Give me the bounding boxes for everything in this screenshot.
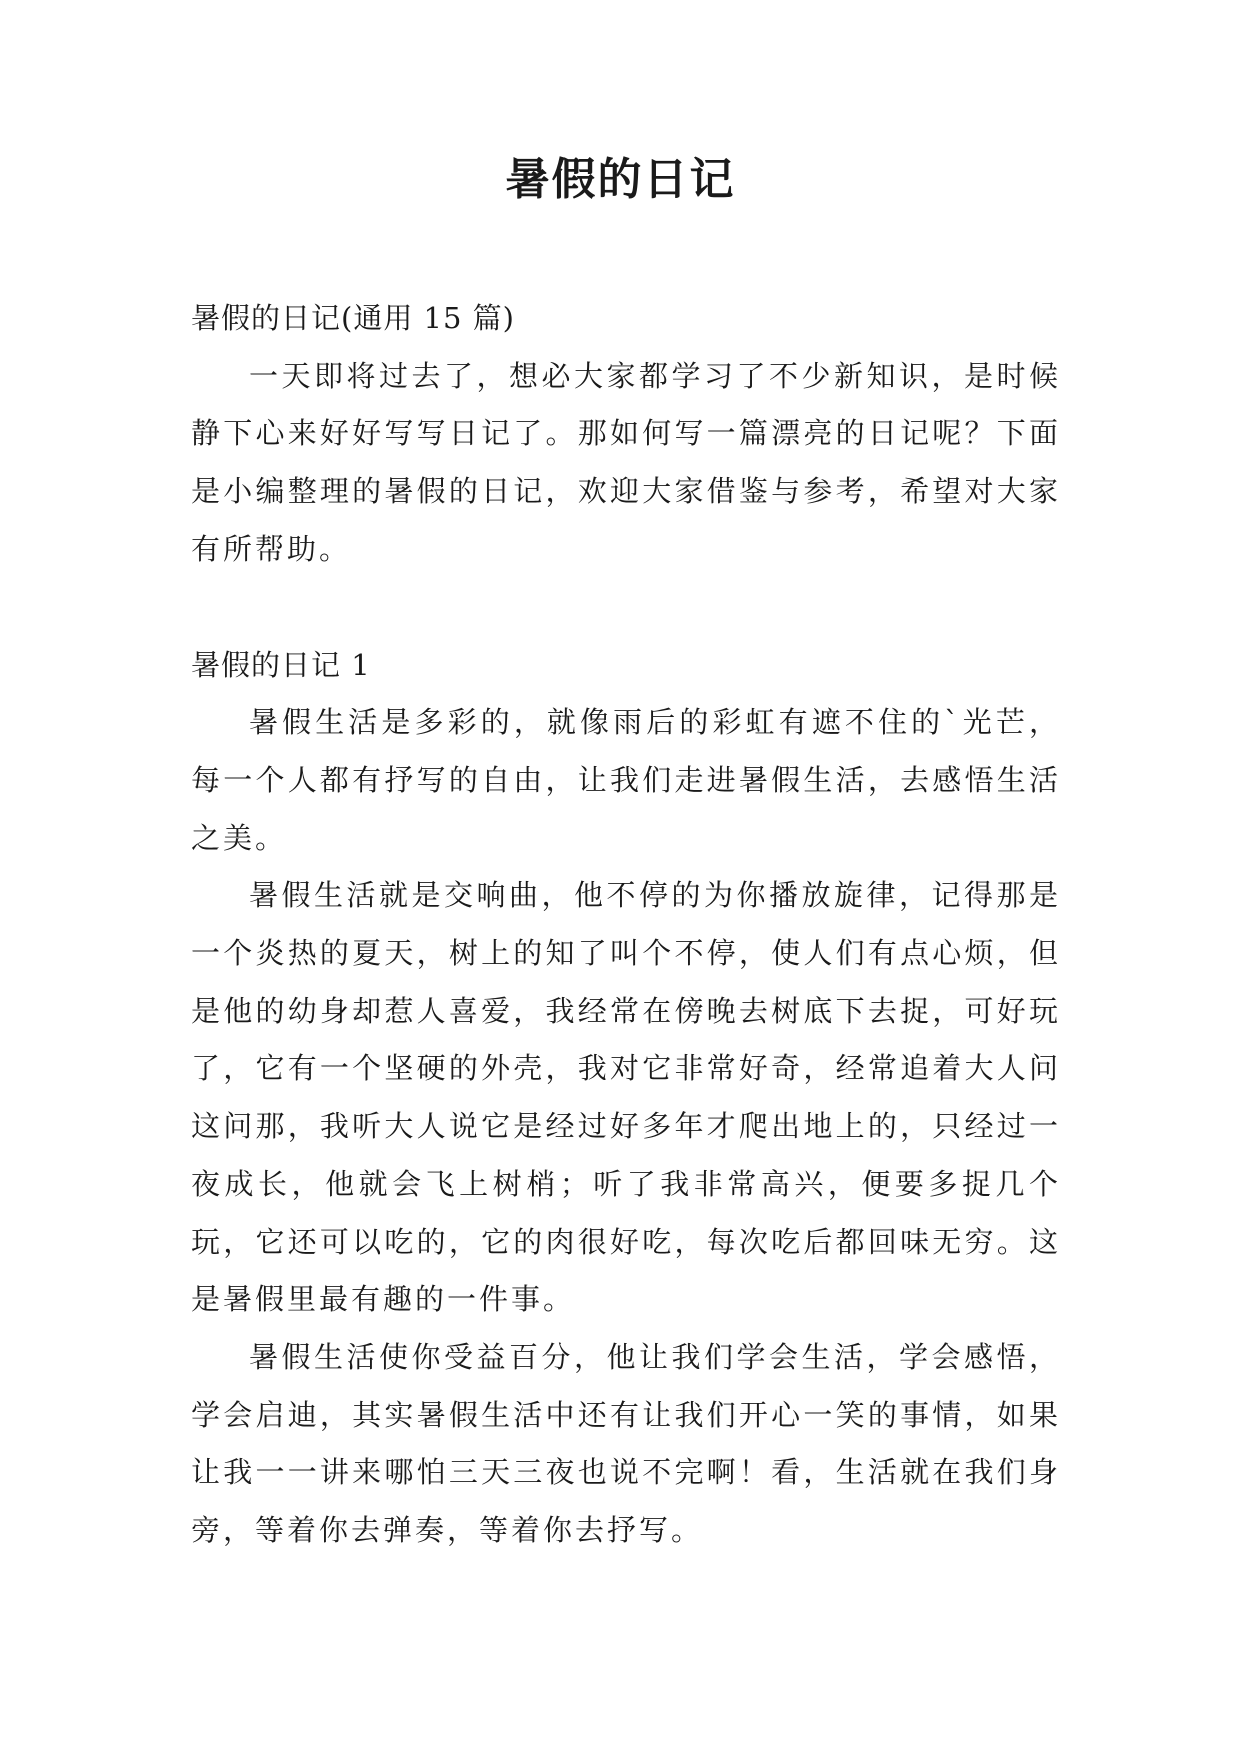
section-paragraph-2: 暑假生活就是交响曲，他不停的为你播放旋律，记得那是一个炎热的夏天，树上的知了叫个不停，使人们有点心烦，但是他的幼身却惹人喜爱，我经常在傍晚去树底下去捉，可好玩了，它有一个坚硬的外壳，我对它非常好奇，经常追着大人问这问那，我听大人说它是经过好多年才爬出地上的，只经过一夜成长，他就会飞上树梢；听了我非常高兴，便要多捉几个玩，它还可以吃的，它的肉很好吃，每次吃后都回味无穷。这是暑假里最有趣的一件事。	[191, 878, 1061, 1317]
diary-section-1	[191, 637, 1061, 1560]
section-paragraph-1: 暑假生活是多彩的，就像雨后的彩虹有遮不住的`光芒，每一个人都有抒写的自由，让我们走进暑假生活，去感悟生活之美。	[191, 705, 1061, 855]
section-heading: 暑假的日记 1	[191, 647, 371, 682]
intro-paragraph: 一天即将过去了，想必大家都学习了不少新知识，是时候静下心来好好写写日记了。那如何写一篇漂亮的日记呢？下面是小编整理的暑假的日记，欢迎大家借鉴与参考，希望对大家有所帮助。	[191, 358, 1061, 566]
document-subtitle: 暑假的日记(通用 15 篇)	[191, 301, 515, 335]
document-body	[191, 290, 1061, 1560]
section-paragraph-3: 暑假生活使你受益百分，他让我们学会生活，学会感悟，学会启迪，其实暑假生活中还有让我们开心一笑的事情，如果让我一一讲来哪怕三天三夜也说不完啊！看，生活就在我们身旁，等着你去弹奏，等着你去抒写。	[191, 1339, 1061, 1548]
document-title: 暑假的日记	[505, 154, 736, 205]
section-spacer	[191, 579, 1061, 637]
